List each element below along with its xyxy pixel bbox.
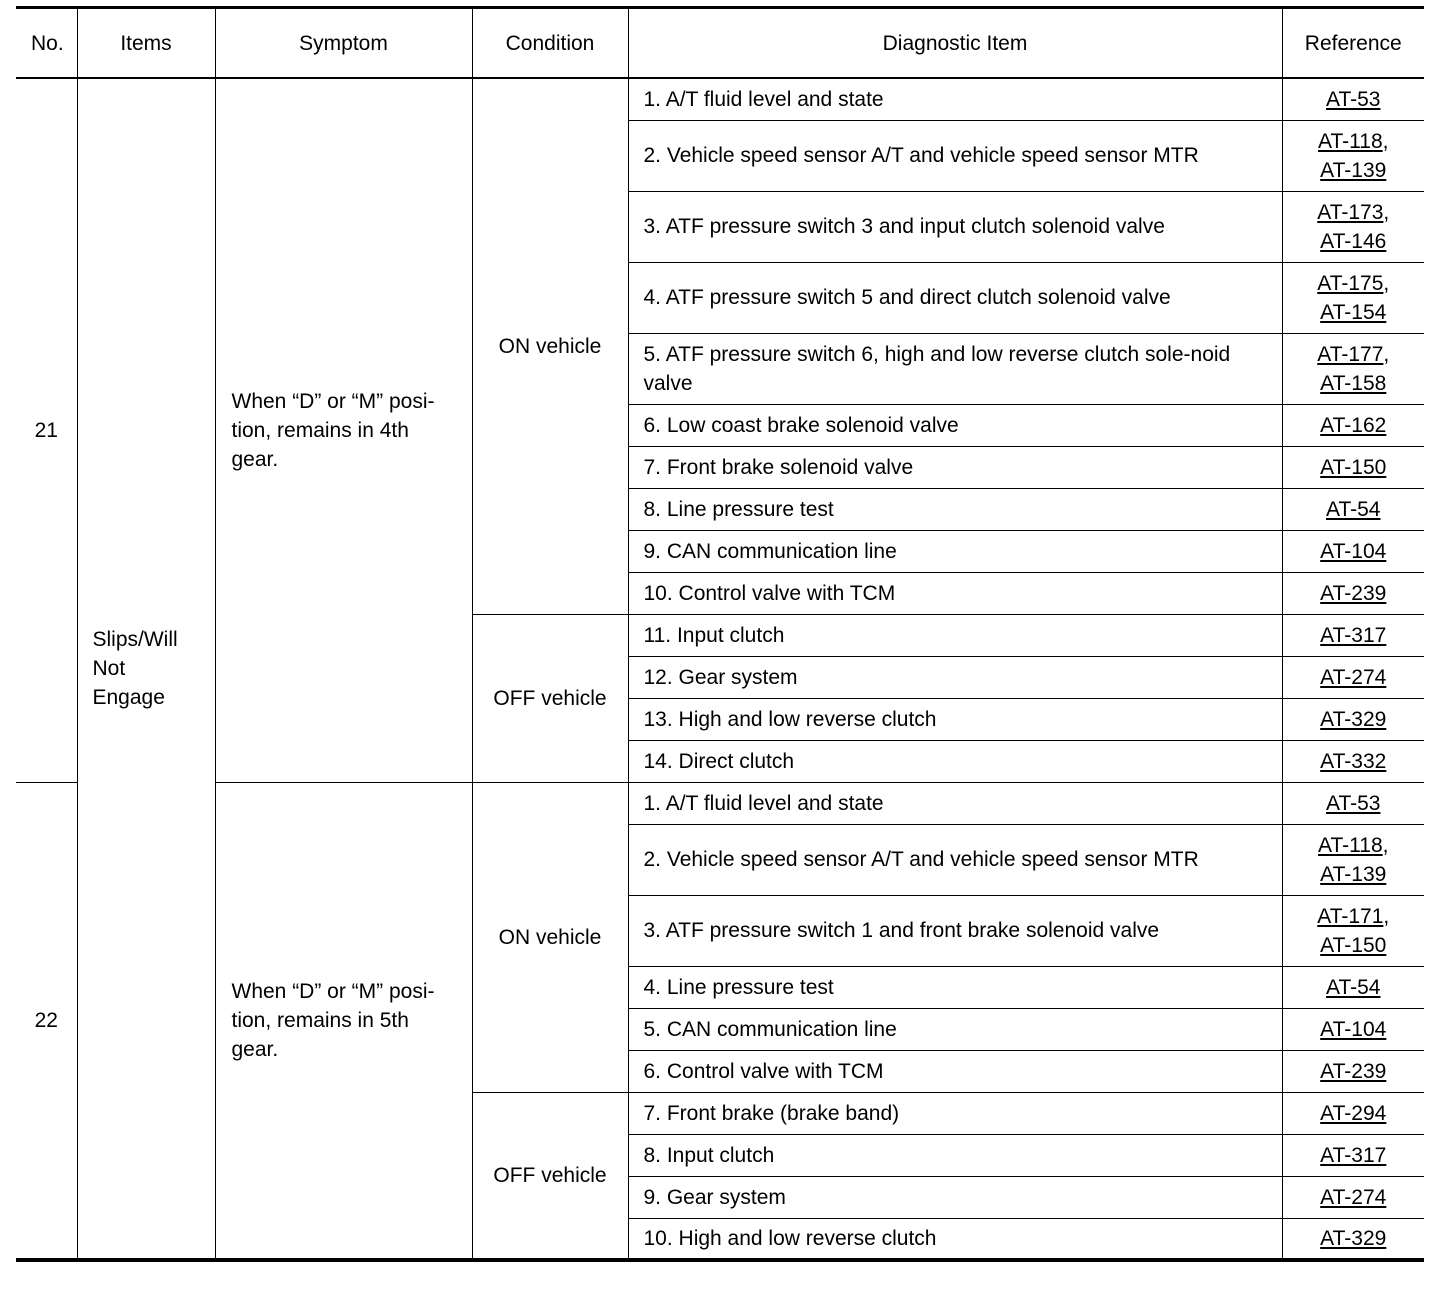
condition-cell: OFF vehicle — [472, 1092, 628, 1260]
reference-link[interactable]: AT-150 — [1320, 933, 1387, 957]
diagnostic-item: 5. CAN communication line — [628, 1008, 1282, 1050]
header-no: No. — [16, 8, 77, 79]
reference-cell — [1282, 1176, 1424, 1218]
symptom-cell: When “D” or “M” posi-tion, remains in 5th gear. — [215, 782, 472, 1260]
reference-cell — [1282, 78, 1424, 120]
diagnostic-item: 6. Low coast brake solenoid valve — [628, 404, 1282, 446]
diagnostic-item: 3. ATF pressure switch 1 and front brake solenoid valve — [628, 895, 1282, 966]
reference-cell — [1282, 1092, 1424, 1134]
diagnostic-item: 1. A/T fluid level and state — [628, 78, 1282, 120]
diagnostic-item: 6. Control valve with TCM — [628, 1050, 1282, 1092]
reference-cell — [1282, 572, 1424, 614]
reference-link[interactable]: AT-162 — [1320, 413, 1387, 437]
reference-cell — [1282, 698, 1424, 740]
reference-link[interactable]: AT-54 — [1326, 497, 1381, 521]
reference-cell — [1282, 782, 1424, 824]
reference-link[interactable]: AT-177 — [1317, 342, 1384, 366]
row-number: 22 — [16, 782, 77, 1260]
reference-cell — [1282, 656, 1424, 698]
reference-cell — [1282, 404, 1424, 446]
reference-cell — [1282, 1134, 1424, 1176]
condition-cell: OFF vehicle — [472, 614, 628, 782]
reference-link[interactable]: AT-294 — [1320, 1101, 1387, 1125]
header-reference: Reference — [1282, 8, 1424, 79]
reference-cell — [1282, 446, 1424, 488]
diagnostic-item: 2. Vehicle speed sensor A/T and vehicle speed sensor MTR — [628, 824, 1282, 895]
diagnostic-item: 7. Front brake (brake band) — [628, 1092, 1282, 1134]
diagnostic-item: 4. ATF pressure switch 5 and direct clutch solenoid valve — [628, 262, 1282, 333]
reference-cell: AT-173, AT-146 — [1282, 191, 1424, 262]
table-row — [16, 78, 1424, 120]
table-body — [16, 78, 1424, 1260]
reference-link[interactable]: AT-154 — [1320, 300, 1387, 324]
reference-link[interactable]: AT-54 — [1326, 975, 1381, 999]
diagnostic-item: 2. Vehicle speed sensor A/T and vehicle speed sensor MTR — [628, 120, 1282, 191]
reference-link[interactable]: AT-104 — [1320, 539, 1387, 563]
reference-link[interactable]: AT-139 — [1320, 862, 1387, 886]
row-number: 21 — [16, 78, 77, 782]
header-diagnostic-item: Diagnostic Item — [628, 8, 1282, 79]
reference-link[interactable]: AT-329 — [1320, 707, 1387, 731]
reference-link[interactable]: AT-239 — [1320, 581, 1387, 605]
reference-cell: AT-171, AT-150 — [1282, 895, 1424, 966]
reference-link[interactable]: AT-171 — [1317, 904, 1384, 928]
reference-link[interactable]: AT-173 — [1317, 200, 1384, 224]
reference-link[interactable]: AT-239 — [1320, 1059, 1387, 1083]
reference-link[interactable]: AT-146 — [1320, 229, 1387, 253]
reference-cell — [1282, 1050, 1424, 1092]
diagnostic-item: 13. High and low reverse clutch — [628, 698, 1282, 740]
diagnostic-item: 9. CAN communication line — [628, 530, 1282, 572]
reference-link[interactable]: AT-104 — [1320, 1017, 1387, 1041]
diagnostic-item: 12. Gear system — [628, 656, 1282, 698]
reference-link[interactable]: AT-317 — [1320, 623, 1387, 647]
header-items: Items — [77, 8, 215, 79]
header-condition: Condition — [472, 8, 628, 79]
table-row — [16, 782, 1424, 824]
reference-link[interactable]: AT-317 — [1320, 1143, 1387, 1167]
reference-link[interactable]: AT-274 — [1320, 665, 1387, 689]
diagnostic-item: 8. Line pressure test — [628, 488, 1282, 530]
reference-cell — [1282, 530, 1424, 572]
reference-link[interactable]: AT-139 — [1320, 158, 1387, 182]
reference-link[interactable]: AT-53 — [1326, 87, 1381, 111]
reference-link[interactable]: AT-158 — [1320, 371, 1387, 395]
diagnostic-item: 11. Input clutch — [628, 614, 1282, 656]
diagnostic-item: 14. Direct clutch — [628, 740, 1282, 782]
reference-link[interactable]: AT-274 — [1320, 1185, 1387, 1209]
diagnostic-item: 4. Line pressure test — [628, 966, 1282, 1008]
diagnostic-item: 1. A/T fluid level and state — [628, 782, 1282, 824]
reference-cell — [1282, 740, 1424, 782]
header-row — [16, 8, 1424, 79]
reference-link[interactable]: AT-118 — [1318, 833, 1383, 857]
header-symptom: Symptom — [215, 8, 472, 79]
reference-cell: AT-177, AT-158 — [1282, 333, 1424, 404]
diagnostic-item: 10. Control valve with TCM — [628, 572, 1282, 614]
diagnostic-item: 7. Front brake solenoid valve — [628, 446, 1282, 488]
reference-link[interactable]: AT-329 — [1320, 1226, 1387, 1250]
diagnostic-item: 5. ATF pressure switch 6, high and low reverse clutch sole-noid valve — [628, 333, 1282, 404]
reference-cell: AT-118, AT-139 — [1282, 824, 1424, 895]
symptom-cell: When “D” or “M” posi-tion, remains in 4th gear. — [215, 78, 472, 782]
items-cell: Slips/Will Not Engage — [77, 78, 215, 1260]
reference-cell: AT-175, AT-154 — [1282, 262, 1424, 333]
reference-link[interactable]: AT-118 — [1318, 129, 1383, 153]
condition-cell: ON vehicle — [472, 78, 628, 614]
reference-cell — [1282, 966, 1424, 1008]
reference-cell — [1282, 1008, 1424, 1050]
reference-link[interactable]: AT-332 — [1320, 749, 1387, 773]
reference-cell: AT-118, AT-139 — [1282, 120, 1424, 191]
diagnostic-table — [16, 6, 1424, 1262]
reference-cell — [1282, 614, 1424, 656]
diagnostic-item: 9. Gear system — [628, 1176, 1282, 1218]
reference-link[interactable]: AT-53 — [1326, 791, 1381, 815]
diagnostic-item: 10. High and low reverse clutch — [628, 1218, 1282, 1260]
reference-link[interactable]: AT-150 — [1320, 455, 1387, 479]
diagnostic-item: 8. Input clutch — [628, 1134, 1282, 1176]
reference-cell — [1282, 488, 1424, 530]
diagnostic-item: 3. ATF pressure switch 3 and input clutch solenoid valve — [628, 191, 1282, 262]
reference-link[interactable]: AT-175 — [1317, 271, 1384, 295]
reference-cell — [1282, 1218, 1424, 1260]
condition-cell: ON vehicle — [472, 782, 628, 1092]
